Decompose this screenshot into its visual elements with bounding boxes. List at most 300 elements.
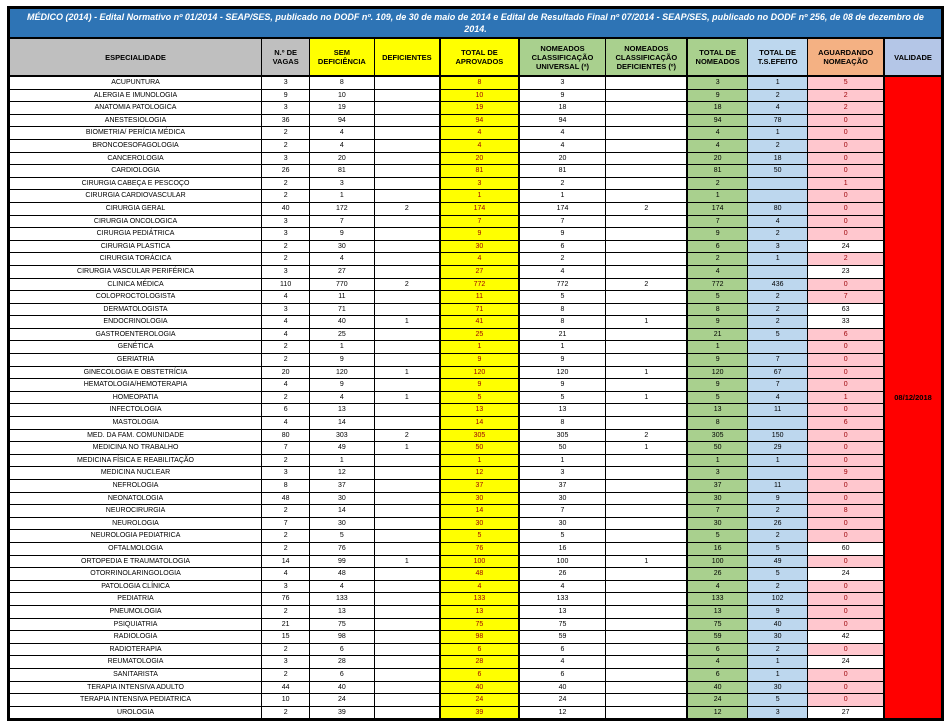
cell-aguardando: 2	[808, 89, 884, 102]
cell-ts-efeito: 2	[748, 228, 808, 241]
cell-nomeados-universal: 37	[519, 480, 606, 493]
cell-ts-efeito: 30	[748, 631, 808, 644]
cell-nomeados-deficientes	[606, 681, 687, 694]
cell-total-nomeados: 20	[687, 152, 747, 165]
cell-deficientes	[374, 417, 440, 430]
cell-ts-efeito: 1	[748, 454, 808, 467]
cell-nomeados-universal: 5	[519, 391, 606, 404]
cell-aguardando: 27	[808, 706, 884, 720]
cell-total-nomeados: 1	[687, 190, 747, 203]
cell-deficientes	[374, 605, 440, 618]
table-row	[9, 517, 943, 530]
cell-total-nomeados: 24	[687, 694, 747, 707]
table-row	[9, 366, 943, 379]
cell-nomeados-universal: 26	[519, 568, 606, 581]
cell-sem-deficiencia: 133	[310, 593, 374, 606]
results-table	[7, 6, 944, 721]
cell-nomeados-universal: 6	[519, 668, 606, 681]
cell-total-aprovados: 133	[440, 593, 518, 606]
cell-ts-efeito: 2	[748, 139, 808, 152]
cell-especialidade: CARDIOLOGIA	[9, 165, 262, 178]
cell-total-nomeados: 2	[687, 253, 747, 266]
table-row	[9, 656, 943, 669]
cell-total-aprovados: 76	[440, 542, 518, 555]
cell-especialidade: ENDOCRINOLOGIA	[9, 316, 262, 329]
cell-nomeados-deficientes: 1	[606, 555, 687, 568]
cell-total-nomeados: 12	[687, 706, 747, 720]
cell-vagas: 3	[262, 303, 310, 316]
table-row	[9, 605, 943, 618]
cell-deficientes	[374, 681, 440, 694]
cell-deficientes	[374, 152, 440, 165]
cell-vagas: 48	[262, 492, 310, 505]
table-row	[9, 681, 943, 694]
cell-sem-deficiencia: 120	[310, 366, 374, 379]
table-row	[9, 253, 943, 266]
cell-especialidade: HOMEOPATIA	[9, 391, 262, 404]
cell-total-aprovados: 30	[440, 517, 518, 530]
cell-deficientes	[374, 265, 440, 278]
cell-total-aprovados: 30	[440, 492, 518, 505]
cell-nomeados-universal: 40	[519, 681, 606, 694]
column-header-sem-deficiencia: SEM DEFICIÊNCIA	[310, 38, 374, 76]
cell-sem-deficiencia: 14	[310, 505, 374, 518]
cell-nomeados-deficientes	[606, 228, 687, 241]
cell-ts-efeito	[748, 177, 808, 190]
cell-aguardando: 23	[808, 265, 884, 278]
cell-aguardando: 2	[808, 253, 884, 266]
cell-especialidade: CANCEROLOGIA	[9, 152, 262, 165]
cell-total-aprovados: 24	[440, 694, 518, 707]
cell-ts-efeito: 7	[748, 379, 808, 392]
cell-ts-efeito: 2	[748, 89, 808, 102]
cell-nomeados-universal: 16	[519, 542, 606, 555]
cell-deficientes	[374, 165, 440, 178]
cell-vagas: 2	[262, 240, 310, 253]
cell-nomeados-deficientes	[606, 253, 687, 266]
cell-nomeados-universal: 8	[519, 303, 606, 316]
table-row	[9, 593, 943, 606]
cell-vagas: 2	[262, 253, 310, 266]
cell-vagas: 7	[262, 442, 310, 455]
cell-especialidade: TERAPIA INTENSIVA PEDIATRICA	[9, 694, 262, 707]
cell-total-aprovados: 120	[440, 366, 518, 379]
cell-total-nomeados: 18	[687, 102, 747, 115]
cell-nomeados-universal: 133	[519, 593, 606, 606]
cell-total-aprovados: 20	[440, 152, 518, 165]
table-row	[9, 379, 943, 392]
cell-vagas: 36	[262, 114, 310, 127]
cell-nomeados-deficientes	[606, 303, 687, 316]
cell-nomeados-deficientes	[606, 605, 687, 618]
column-header-nomeados-universal: NOMEADOS CLASSIFICAÇÃO UNIVERSAL (ª)	[519, 38, 606, 76]
cell-nomeados-deficientes: 2	[606, 202, 687, 215]
cell-sem-deficiencia: 19	[310, 102, 374, 115]
table-row	[9, 555, 943, 568]
cell-nomeados-deficientes	[606, 505, 687, 518]
cell-total-nomeados: 8	[687, 303, 747, 316]
cell-nomeados-universal: 4	[519, 139, 606, 152]
cell-nomeados-deficientes	[606, 177, 687, 190]
cell-nomeados-universal: 4	[519, 265, 606, 278]
table-row	[9, 706, 943, 720]
cell-nomeados-universal: 13	[519, 605, 606, 618]
cell-vagas: 2	[262, 668, 310, 681]
cell-sem-deficiencia: 75	[310, 618, 374, 631]
table-row	[9, 303, 943, 316]
cell-vagas: 15	[262, 631, 310, 644]
cell-sem-deficiencia: 20	[310, 152, 374, 165]
cell-especialidade: INFECTOLOGIA	[9, 404, 262, 417]
cell-nomeados-universal: 1	[519, 341, 606, 354]
cell-vagas: 40	[262, 202, 310, 215]
cell-nomeados-deficientes: 1	[606, 391, 687, 404]
cell-total-aprovados: 1	[440, 454, 518, 467]
cell-vagas: 2	[262, 454, 310, 467]
cell-deficientes	[374, 102, 440, 115]
column-header-row	[9, 38, 943, 76]
cell-total-nomeados: 5	[687, 530, 747, 543]
cell-especialidade: MASTOLOGIA	[9, 417, 262, 430]
cell-ts-efeito: 1	[748, 76, 808, 89]
cell-vagas: 2	[262, 706, 310, 720]
cell-vagas: 9	[262, 89, 310, 102]
cell-nomeados-deficientes	[606, 643, 687, 656]
cell-vagas: 3	[262, 265, 310, 278]
table-row	[9, 668, 943, 681]
cell-deficientes	[374, 656, 440, 669]
cell-especialidade: CIRURGIA CABEÇA E PESCOÇO	[9, 177, 262, 190]
cell-sem-deficiencia: 25	[310, 328, 374, 341]
cell-nomeados-universal: 100	[519, 555, 606, 568]
cell-total-aprovados: 3	[440, 177, 518, 190]
cell-nomeados-universal: 7	[519, 505, 606, 518]
cell-deficientes	[374, 228, 440, 241]
cell-nomeados-deficientes	[606, 240, 687, 253]
cell-ts-efeito: 2	[748, 580, 808, 593]
cell-total-aprovados: 4	[440, 253, 518, 266]
cell-total-aprovados: 12	[440, 467, 518, 480]
cell-nomeados-universal: 1	[519, 190, 606, 203]
table-row	[9, 291, 943, 304]
cell-vagas: 4	[262, 328, 310, 341]
cell-total-aprovados: 7	[440, 215, 518, 228]
cell-total-nomeados: 37	[687, 480, 747, 493]
cell-deficientes	[374, 354, 440, 367]
column-header-validade: VALIDADE	[884, 38, 942, 76]
cell-sem-deficiencia: 4	[310, 127, 374, 140]
table-row	[9, 102, 943, 115]
cell-total-nomeados: 120	[687, 366, 747, 379]
cell-especialidade: PATOLOGIA CLÍNICA	[9, 580, 262, 593]
cell-total-nomeados: 94	[687, 114, 747, 127]
cell-ts-efeito: 18	[748, 152, 808, 165]
cell-aguardando: 0	[808, 215, 884, 228]
cell-vagas: 2	[262, 505, 310, 518]
cell-especialidade: PEDIATRIA	[9, 593, 262, 606]
cell-total-nomeados: 100	[687, 555, 747, 568]
cell-sem-deficiencia: 6	[310, 643, 374, 656]
cell-total-nomeados: 9	[687, 379, 747, 392]
cell-ts-efeito: 5	[748, 568, 808, 581]
cell-deficientes	[374, 580, 440, 593]
cell-total-nomeados: 13	[687, 605, 747, 618]
cell-ts-efeito: 78	[748, 114, 808, 127]
cell-especialidade: ACUPUNTURA	[9, 76, 262, 89]
cell-vagas: 80	[262, 429, 310, 442]
cell-aguardando: 0	[808, 454, 884, 467]
cell-nomeados-universal: 174	[519, 202, 606, 215]
cell-sem-deficiencia: 48	[310, 568, 374, 581]
cell-nomeados-universal: 59	[519, 631, 606, 644]
cell-aguardando: 8	[808, 505, 884, 518]
cell-sem-deficiencia: 6	[310, 668, 374, 681]
cell-aguardando: 0	[808, 429, 884, 442]
cell-aguardando: 1	[808, 391, 884, 404]
cell-total-nomeados: 6	[687, 668, 747, 681]
cell-especialidade: ALERGIA E IMUNOLOGIA	[9, 89, 262, 102]
cell-total-aprovados: 4	[440, 127, 518, 140]
cell-total-aprovados: 4	[440, 139, 518, 152]
cell-nomeados-deficientes	[606, 694, 687, 707]
table-row	[9, 341, 943, 354]
cell-total-aprovados: 40	[440, 681, 518, 694]
cell-especialidade: UROLOGIA	[9, 706, 262, 720]
cell-nomeados-universal: 9	[519, 228, 606, 241]
cell-especialidade: GASTROENTEROLOGIA	[9, 328, 262, 341]
cell-nomeados-deficientes	[606, 492, 687, 505]
cell-sem-deficiencia: 71	[310, 303, 374, 316]
cell-especialidade: CLINICA MÉDICA	[9, 278, 262, 291]
cell-total-nomeados: 13	[687, 404, 747, 417]
cell-especialidade: ORTOPEDIA E TRAUMATOLOGIA	[9, 555, 262, 568]
cell-sem-deficiencia: 12	[310, 467, 374, 480]
cell-aguardando: 0	[808, 492, 884, 505]
cell-deficientes	[374, 467, 440, 480]
cell-total-nomeados: 4	[687, 139, 747, 152]
cell-ts-efeito	[748, 265, 808, 278]
cell-total-nomeados: 9	[687, 354, 747, 367]
cell-deficientes: 2	[374, 202, 440, 215]
cell-vagas: 2	[262, 643, 310, 656]
cell-nomeados-deficientes	[606, 530, 687, 543]
cell-sem-deficiencia: 303	[310, 429, 374, 442]
cell-sem-deficiencia: 98	[310, 631, 374, 644]
cell-nomeados-deficientes	[606, 517, 687, 530]
cell-nomeados-universal: 5	[519, 291, 606, 304]
cell-validade: 08/12/2018	[884, 76, 942, 720]
column-header-nomeados-deficientes: NOMEADOS CLASSIFICAÇÃO DEFICIENTES (º)	[606, 38, 687, 76]
cell-nomeados-deficientes	[606, 139, 687, 152]
cell-aguardando: 2	[808, 102, 884, 115]
cell-vagas: 4	[262, 316, 310, 329]
table-row	[9, 152, 943, 165]
cell-nomeados-deficientes	[606, 580, 687, 593]
column-header-vagas: N.º DE VAGAS	[262, 38, 310, 76]
cell-vagas: 3	[262, 102, 310, 115]
cell-nomeados-universal: 7	[519, 215, 606, 228]
cell-ts-efeito: 80	[748, 202, 808, 215]
cell-nomeados-deficientes: 1	[606, 316, 687, 329]
cell-ts-efeito: 2	[748, 643, 808, 656]
cell-nomeados-universal: 18	[519, 102, 606, 115]
cell-nomeados-universal: 305	[519, 429, 606, 442]
cell-vagas: 4	[262, 379, 310, 392]
cell-total-aprovados: 772	[440, 278, 518, 291]
cell-vagas: 110	[262, 278, 310, 291]
table-row	[9, 114, 943, 127]
cell-nomeados-universal: 4	[519, 127, 606, 140]
table-row	[9, 505, 943, 518]
cell-vagas: 26	[262, 165, 310, 178]
cell-nomeados-deficientes	[606, 215, 687, 228]
cell-vagas: 3	[262, 215, 310, 228]
cell-nomeados-deficientes	[606, 467, 687, 480]
cell-aguardando: 0	[808, 618, 884, 631]
cell-deficientes: 1	[374, 391, 440, 404]
cell-nomeados-deficientes	[606, 379, 687, 392]
cell-ts-efeito: 1	[748, 253, 808, 266]
cell-nomeados-deficientes	[606, 165, 687, 178]
table-row	[9, 618, 943, 631]
cell-deficientes: 2	[374, 278, 440, 291]
cell-sem-deficiencia: 9	[310, 354, 374, 367]
cell-total-nomeados: 26	[687, 568, 747, 581]
cell-deficientes	[374, 379, 440, 392]
cell-total-aprovados: 5	[440, 530, 518, 543]
cell-aguardando: 0	[808, 694, 884, 707]
cell-especialidade: OFTALMOLOGIA	[9, 542, 262, 555]
cell-total-aprovados: 94	[440, 114, 518, 127]
cell-nomeados-deficientes	[606, 618, 687, 631]
cell-nomeados-universal: 81	[519, 165, 606, 178]
cell-total-nomeados: 4	[687, 580, 747, 593]
cell-deficientes	[374, 76, 440, 89]
cell-ts-efeito: 3	[748, 240, 808, 253]
cell-nomeados-deficientes	[606, 127, 687, 140]
cell-nomeados-universal: 8	[519, 417, 606, 430]
cell-aguardando: 0	[808, 202, 884, 215]
cell-total-nomeados: 6	[687, 643, 747, 656]
cell-sem-deficiencia: 81	[310, 165, 374, 178]
cell-nomeados-deficientes	[606, 417, 687, 430]
cell-especialidade: CIRURGIA ONCOLOGICA	[9, 215, 262, 228]
cell-total-nomeados: 16	[687, 542, 747, 555]
cell-nomeados-universal: 30	[519, 492, 606, 505]
cell-deficientes: 1	[374, 555, 440, 568]
table-row	[9, 354, 943, 367]
cell-deficientes	[374, 89, 440, 102]
cell-total-nomeados: 5	[687, 391, 747, 404]
cell-sem-deficiencia: 4	[310, 139, 374, 152]
cell-ts-efeito: 436	[748, 278, 808, 291]
cell-nomeados-deficientes: 2	[606, 429, 687, 442]
cell-nomeados-universal: 3	[519, 467, 606, 480]
cell-total-aprovados: 174	[440, 202, 518, 215]
cell-total-aprovados: 39	[440, 706, 518, 720]
cell-ts-efeito: 11	[748, 404, 808, 417]
cell-especialidade: NEONATOLOGIA	[9, 492, 262, 505]
cell-vagas: 2	[262, 127, 310, 140]
cell-deficientes	[374, 114, 440, 127]
cell-nomeados-universal: 9	[519, 89, 606, 102]
cell-vagas: 4	[262, 417, 310, 430]
cell-total-nomeados: 59	[687, 631, 747, 644]
cell-nomeados-universal: 12	[519, 706, 606, 720]
cell-especialidade: REUMATOLOGIA	[9, 656, 262, 669]
cell-sem-deficiencia: 9	[310, 228, 374, 241]
cell-vagas: 14	[262, 555, 310, 568]
cell-aguardando: 0	[808, 605, 884, 618]
cell-total-nomeados: 4	[687, 127, 747, 140]
cell-deficientes	[374, 328, 440, 341]
cell-ts-efeito: 3	[748, 706, 808, 720]
cell-total-nomeados: 305	[687, 429, 747, 442]
cell-vagas: 2	[262, 354, 310, 367]
cell-ts-efeito: 50	[748, 165, 808, 178]
cell-ts-efeito: 4	[748, 102, 808, 115]
cell-total-aprovados: 13	[440, 605, 518, 618]
cell-sem-deficiencia: 24	[310, 694, 374, 707]
cell-total-nomeados: 3	[687, 76, 747, 89]
cell-deficientes: 1	[374, 366, 440, 379]
cell-sem-deficiencia: 5	[310, 530, 374, 543]
cell-deficientes	[374, 127, 440, 140]
cell-ts-efeito: 9	[748, 492, 808, 505]
column-header-total-nomeados: TOTAL DE NOMEADOS	[687, 38, 747, 76]
table-row	[9, 580, 943, 593]
cell-aguardando: 0	[808, 127, 884, 140]
cell-vagas: 21	[262, 618, 310, 631]
cell-total-nomeados: 30	[687, 517, 747, 530]
cell-aguardando: 9	[808, 467, 884, 480]
cell-aguardando: 0	[808, 366, 884, 379]
cell-sem-deficiencia: 7	[310, 215, 374, 228]
cell-total-aprovados: 28	[440, 656, 518, 669]
cell-aguardando: 24	[808, 240, 884, 253]
cell-especialidade: HEMATOLOGIA/HEMOTERAPIA	[9, 379, 262, 392]
cell-total-aprovados: 25	[440, 328, 518, 341]
cell-ts-efeito: 2	[748, 316, 808, 329]
cell-especialidade: OTORRINOLARINGOLOGIA	[9, 568, 262, 581]
cell-especialidade: GINECOLOGIA E OBSTETRÍCIA	[9, 366, 262, 379]
table-row	[9, 492, 943, 505]
cell-nomeados-universal: 6	[519, 643, 606, 656]
cell-nomeados-deficientes	[606, 404, 687, 417]
cell-vagas: 3	[262, 152, 310, 165]
cell-vagas: 2	[262, 190, 310, 203]
cell-sem-deficiencia: 9	[310, 379, 374, 392]
cell-especialidade: PSIQUIATRIA	[9, 618, 262, 631]
table-row	[9, 631, 943, 644]
cell-total-aprovados: 37	[440, 480, 518, 493]
cell-total-nomeados: 5	[687, 291, 747, 304]
cell-total-aprovados: 98	[440, 631, 518, 644]
cell-ts-efeito: 150	[748, 429, 808, 442]
cell-aguardando: 0	[808, 580, 884, 593]
cell-ts-efeito: 2	[748, 505, 808, 518]
cell-total-nomeados: 3	[687, 467, 747, 480]
cell-nomeados-deficientes: 1	[606, 442, 687, 455]
cell-total-aprovados: 81	[440, 165, 518, 178]
cell-sem-deficiencia: 10	[310, 89, 374, 102]
cell-aguardando: 1	[808, 177, 884, 190]
cell-total-nomeados: 40	[687, 681, 747, 694]
cell-nomeados-universal: 13	[519, 404, 606, 417]
cell-especialidade: BRONCOESOFAGOLOGIA	[9, 139, 262, 152]
cell-deficientes	[374, 631, 440, 644]
cell-especialidade: ANESTESIOLOGIA	[9, 114, 262, 127]
